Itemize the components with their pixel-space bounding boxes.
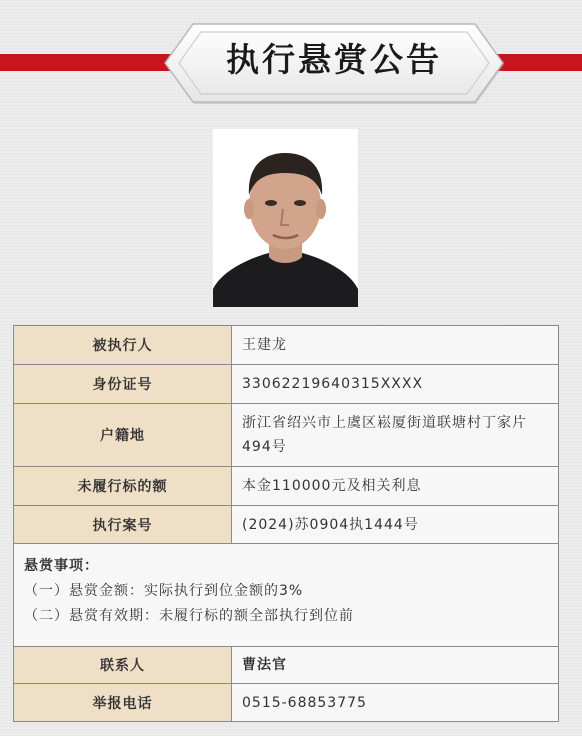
row-debtor (14, 326, 559, 365)
row-value: 33062219640315XXXX (232, 365, 559, 404)
row-label: 户籍地 (14, 404, 232, 467)
reward-amount: （一）悬赏金额：实际执行到位金额的3% (24, 583, 304, 599)
row-amount (14, 467, 559, 506)
row-contact (14, 647, 559, 684)
row-label: 身份证号 (14, 365, 232, 404)
phone-value: 0515-68853775 (232, 684, 559, 722)
info-table (13, 325, 559, 722)
row-household (14, 404, 559, 467)
portrait-image (213, 129, 358, 307)
title-plate (163, 22, 505, 105)
row-label: 执行案号 (14, 506, 232, 544)
notice-header (0, 22, 582, 108)
row-label: 未履行标的额 (14, 467, 232, 506)
reward-validity: （二）悬赏有效期：未履行标的额全部执行到位前 (24, 608, 354, 624)
row-value: (2024)苏0904执1444号 (232, 506, 559, 544)
row-label: 联系人 (14, 647, 232, 684)
row-reward (14, 544, 559, 647)
row-label: 被执行人 (14, 326, 232, 365)
row-id-number (14, 365, 559, 404)
reward-section (14, 544, 559, 647)
row-case-number (14, 506, 559, 544)
row-value: 王建龙 (232, 326, 559, 365)
contact-value: 曹法官 (232, 647, 559, 684)
row-value: 本金110000元及相关利息 (232, 467, 559, 506)
row-label: 举报电话 (14, 684, 232, 722)
person-photo (213, 129, 358, 307)
row-value: 浙江省绍兴市上虞区崧厦街道联塘村丁家片494号 (232, 404, 559, 467)
row-phone (14, 684, 559, 722)
page-title: 执行悬赏公告 (226, 40, 442, 79)
reward-title: 悬赏事项： (24, 558, 99, 574)
